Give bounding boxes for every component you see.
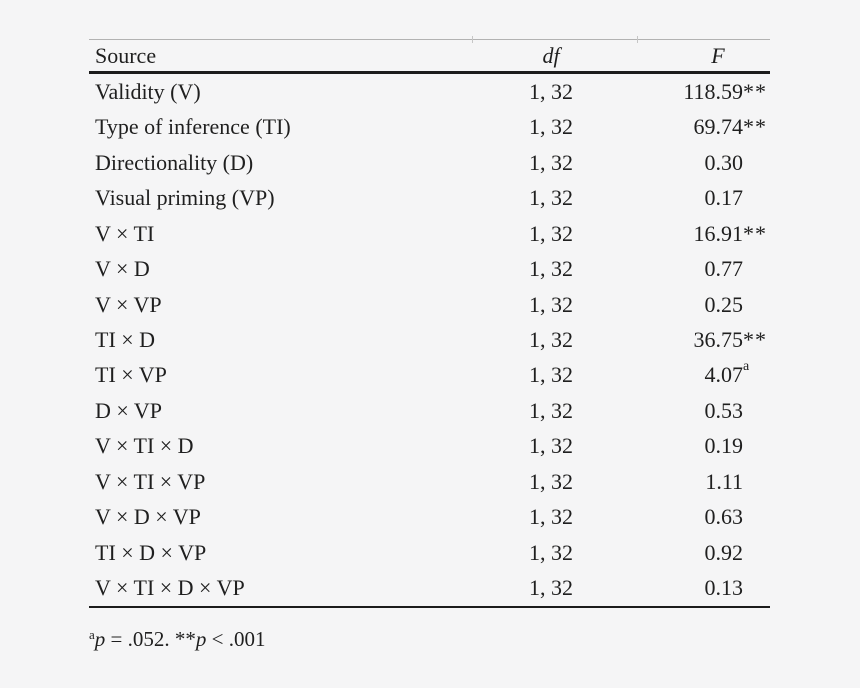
table-header-row [89, 40, 770, 71]
table-row [89, 74, 770, 109]
df-cell: 1, 32 [529, 256, 573, 282]
df-cell: 1, 32 [529, 362, 573, 388]
f-significance-marker: ** [743, 220, 767, 246]
table-row [89, 180, 770, 215]
df-cell: 1, 32 [529, 291, 573, 317]
df-cell: 1, 32 [529, 468, 573, 494]
f-cell [693, 327, 767, 353]
source-cell: Directionality (D) [95, 149, 254, 175]
table-body [89, 74, 770, 606]
df-cell: 1, 32 [529, 397, 573, 423]
source-cell: D × VP [95, 397, 163, 423]
df-cell: 1, 32 [529, 78, 573, 104]
footnote-segment: < .001 [206, 627, 266, 651]
column-header-source: Source [95, 42, 157, 68]
table-row [89, 500, 770, 535]
df-cell: 1, 32 [529, 575, 573, 601]
f-value: 0.17 [704, 185, 743, 211]
f-cell [705, 256, 744, 282]
f-cell [705, 540, 744, 566]
f-cell [705, 185, 744, 211]
f-cell [705, 150, 744, 176]
f-significance-marker: a [743, 359, 750, 375]
column-header-f: F [711, 42, 725, 68]
table-row [89, 287, 770, 322]
f-value: 0.77 [704, 256, 743, 282]
table-row [89, 251, 770, 286]
column-header-df: df [542, 42, 560, 68]
source-cell: TI × D [95, 327, 156, 353]
df-cell: 1, 32 [529, 327, 573, 353]
footnote-segment: ** [174, 627, 196, 651]
source-cell: V × TI × D × VP [95, 575, 245, 601]
f-value: 4.07 [704, 362, 743, 388]
footnote-segment: p [195, 627, 207, 651]
table-row [89, 109, 770, 144]
table-row [89, 535, 770, 570]
footnote-segment: = .052. [105, 627, 175, 651]
source-cell: V × TI [95, 220, 155, 246]
table-row [89, 571, 770, 606]
df-cell: 1, 32 [529, 185, 573, 211]
f-value: 118.59 [683, 78, 743, 104]
source-cell: V × D × VP [95, 504, 201, 530]
df-cell: 1, 32 [529, 433, 573, 459]
df-cell: 1, 32 [529, 220, 573, 246]
table-footnote [89, 620, 265, 654]
footnote-segment: p [94, 627, 106, 651]
table-row [89, 322, 770, 357]
f-cell [704, 359, 750, 388]
f-cell [705, 433, 744, 459]
f-cell [705, 575, 744, 601]
f-value: 0.25 [704, 291, 743, 317]
df-cell: 1, 32 [529, 114, 573, 140]
bottom-rule [89, 606, 770, 608]
f-value: 0.63 [704, 504, 743, 530]
f-cell [705, 292, 744, 318]
source-cell: V × TI × D [95, 433, 194, 459]
table-row [89, 358, 770, 393]
f-value: 0.30 [704, 149, 743, 175]
source-cell: Validity (V) [95, 78, 201, 104]
f-cell [693, 114, 767, 140]
f-value: 1.11 [705, 468, 743, 494]
f-significance-marker: ** [743, 114, 767, 140]
source-cell: Type of inference (TI) [95, 114, 291, 140]
f-cell [705, 398, 744, 424]
f-value: 16.91 [693, 220, 743, 246]
f-cell [705, 504, 744, 530]
df-cell: 1, 32 [529, 149, 573, 175]
f-value: 69.74 [693, 114, 743, 140]
source-cell: TI × D × VP [95, 539, 207, 565]
source-cell: Visual priming (VP) [95, 185, 275, 211]
table-row [89, 429, 770, 464]
table-row [89, 145, 770, 180]
f-significance-marker: ** [743, 78, 767, 104]
f-value: 0.19 [704, 433, 743, 459]
source-cell: TI × VP [95, 362, 167, 388]
f-significance-marker: ** [743, 327, 767, 353]
f-value: 36.75 [693, 327, 743, 353]
source-cell: V × D [95, 256, 150, 282]
df-cell: 1, 32 [529, 539, 573, 565]
f-cell [683, 78, 767, 105]
table-row [89, 464, 770, 499]
f-value: 0.13 [704, 575, 743, 601]
f-cell [693, 220, 767, 247]
f-value: 0.92 [704, 539, 743, 565]
source-cell: V × TI × VP [95, 468, 206, 494]
footnote-segment: a [89, 627, 95, 642]
f-cell [705, 469, 743, 495]
df-cell: 1, 32 [529, 504, 573, 530]
table-row [89, 393, 770, 428]
source-cell: V × VP [95, 291, 162, 317]
table-row [89, 216, 770, 251]
f-value: 0.53 [704, 397, 743, 423]
